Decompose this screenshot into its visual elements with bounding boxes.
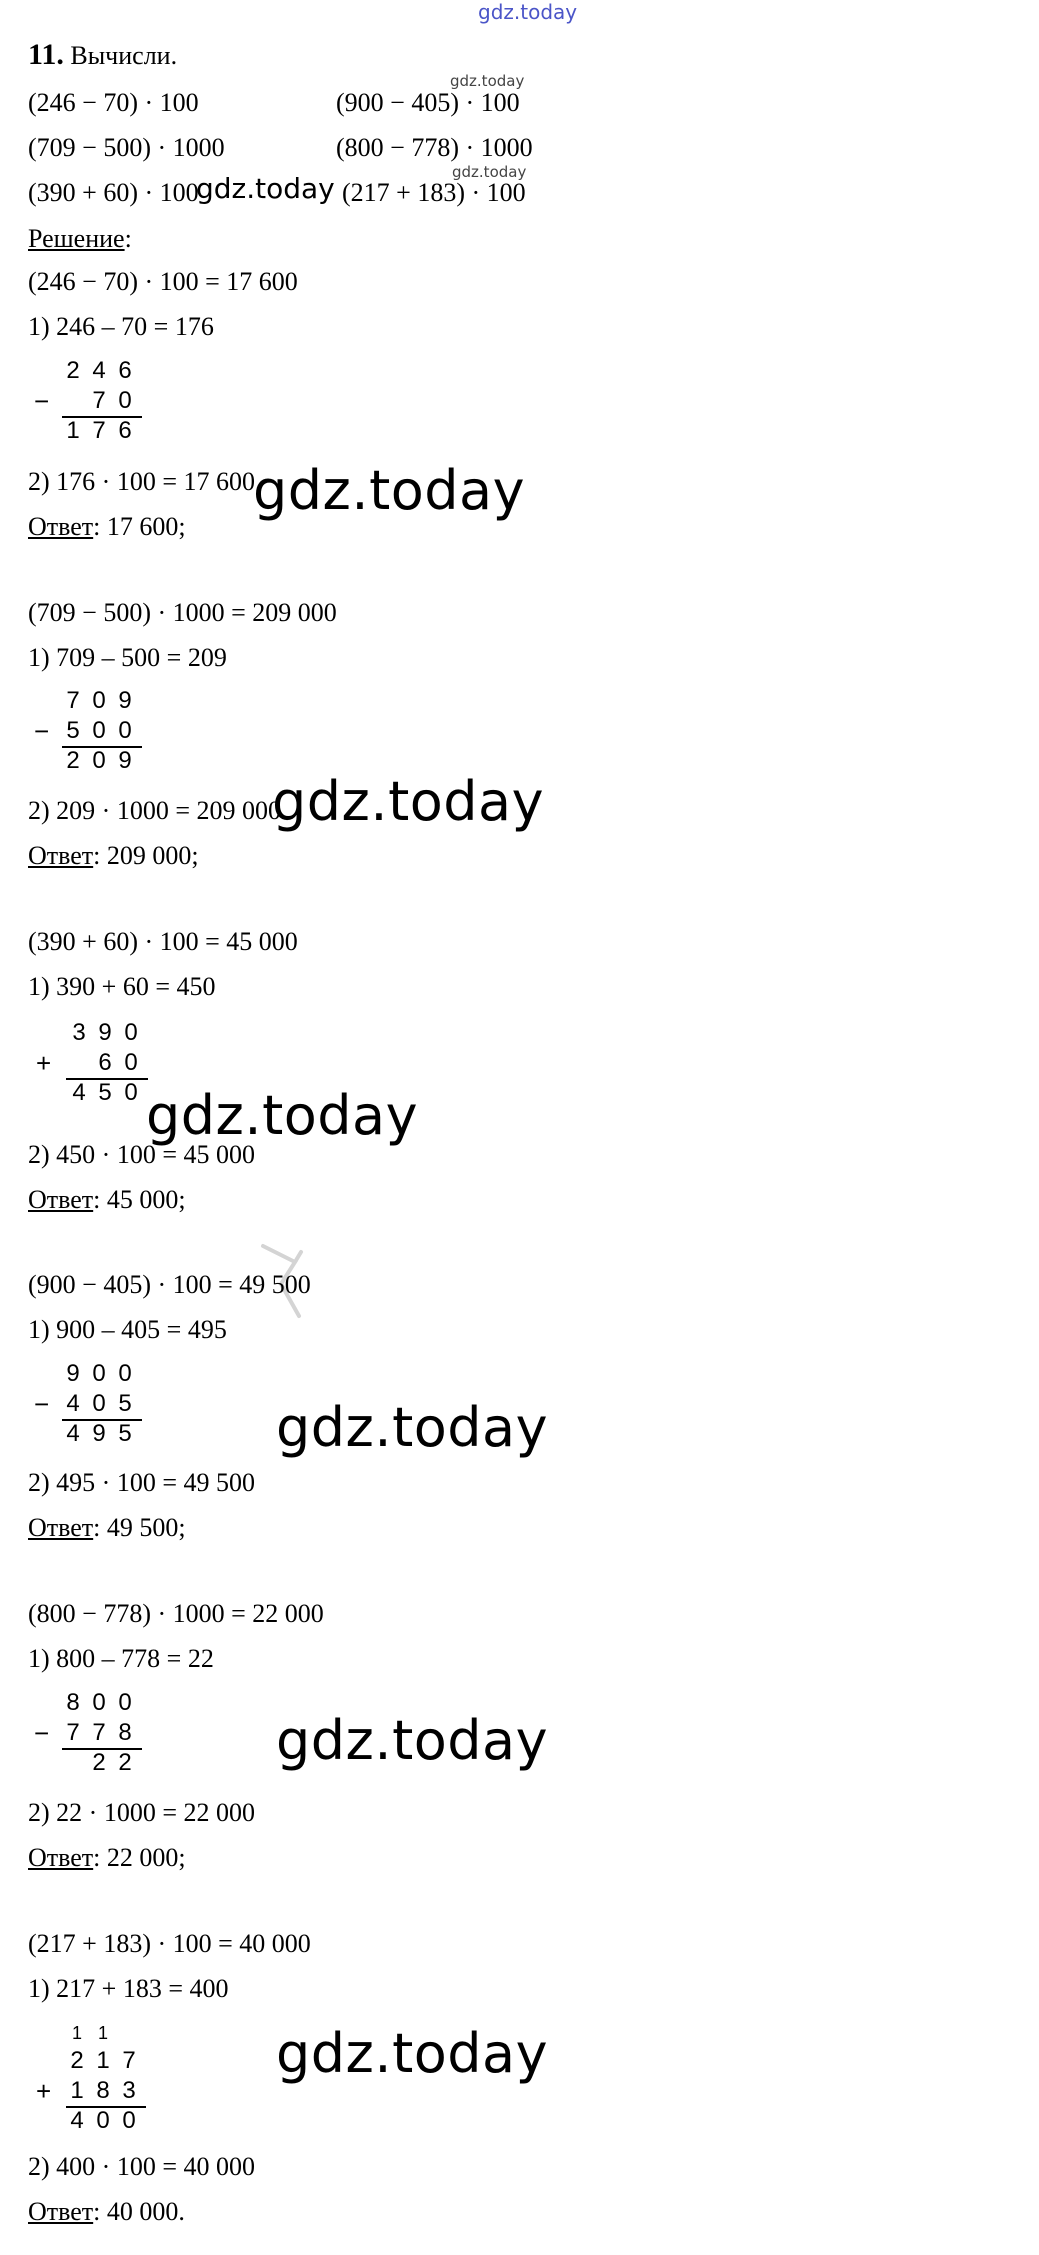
carry-digit: 1 <box>71 2023 82 2043</box>
digit: 6 <box>118 417 132 444</box>
block-2-header: (709 − 500) · 1000 = 209 000 <box>28 598 337 627</box>
digit: 2 <box>118 1749 132 1776</box>
answer-value: : 49 500; <box>93 1513 186 1542</box>
digit: 0 <box>124 1049 138 1076</box>
operation-sign: − <box>34 1718 50 1748</box>
digit: 3 <box>122 2077 136 2104</box>
expression-4: (800 − 778) · 1000 <box>336 133 533 162</box>
expression-3: (709 − 500) · 1000 <box>28 133 225 162</box>
digit: 2 <box>92 1749 106 1776</box>
watermark-large: gdz.today <box>272 770 545 833</box>
expression-2: (900 − 405) · 100 <box>336 88 520 117</box>
answer-value: : 40 000. <box>93 2197 185 2226</box>
operation-sign: + <box>36 2076 52 2106</box>
digit: 8 <box>96 2077 110 2104</box>
block-1-header: (246 − 70) · 100 = 17 600 <box>28 267 298 296</box>
block-1-answer <box>28 512 186 542</box>
digit: 5 <box>118 1390 132 1417</box>
block-3-step1: 1) 390 + 60 = 450 <box>28 972 216 1001</box>
digit: 0 <box>96 2107 110 2134</box>
watermark-small: gdz.today <box>450 72 525 90</box>
block-4-header: (900 − 405) · 100 = 49 500 <box>28 1270 311 1299</box>
solution-label: Решение: <box>28 224 132 253</box>
digit: 4 <box>72 1079 86 1106</box>
watermark-large: gdz.today <box>276 1709 549 1772</box>
digit: 0 <box>92 687 106 714</box>
task-title-text: Вычисли. <box>70 41 178 70</box>
answer-label: Ответ <box>28 1185 94 1214</box>
digit: 9 <box>98 1019 112 1046</box>
digit: 7 <box>66 687 80 714</box>
block-5-step2: 2) 22 · 1000 = 22 000 <box>28 1798 255 1827</box>
operation-sign: − <box>34 386 50 416</box>
answer-label: Ответ <box>28 2197 94 2226</box>
block-6-answer <box>28 2197 185 2227</box>
task-title <box>28 40 177 71</box>
digit: 7 <box>92 1719 106 1746</box>
watermark-large: gdz.today <box>276 1396 549 1459</box>
digit: 4 <box>92 357 106 384</box>
digit: 1 <box>66 417 80 444</box>
digit: 7 <box>66 1719 80 1746</box>
expression-5: (390 + 60) · 100 <box>28 178 199 207</box>
block-1-step1: 1) 246 – 70 = 176 <box>28 312 214 341</box>
digit: 1 <box>70 2077 84 2104</box>
digit: 1 <box>96 2047 110 2074</box>
digit: 9 <box>66 1360 80 1387</box>
block-6-step2: 2) 400 · 100 = 40 000 <box>28 2152 255 2181</box>
digit: 4 <box>66 1390 80 1417</box>
watermark-small: gdz.today <box>452 163 527 181</box>
digit: 8 <box>118 1719 132 1746</box>
digit: 0 <box>92 747 106 774</box>
digit: 0 <box>118 1360 132 1387</box>
watermark-medium: gdz.today <box>196 172 335 205</box>
digit: 4 <box>66 1420 80 1447</box>
carry-digit: 1 <box>97 2023 108 2043</box>
digit: 9 <box>92 1420 106 1447</box>
block-2-step2: 2) 209 · 1000 = 209 000 <box>28 796 281 825</box>
digit: 7 <box>92 417 106 444</box>
expression-6: (217 + 183) · 100 <box>342 178 526 207</box>
block-4-answer <box>28 1513 186 1543</box>
digit: 0 <box>118 387 132 414</box>
digit: 0 <box>118 1689 132 1716</box>
watermark-large: gdz.today <box>146 1084 419 1147</box>
digit: 4 <box>70 2107 84 2134</box>
answer-value: : 17 600; <box>93 512 186 541</box>
digit: 8 <box>66 1689 80 1716</box>
answer-value: : 209 000; <box>93 841 199 870</box>
digit: 5 <box>98 1079 112 1106</box>
operation-sign: + <box>36 1048 52 1078</box>
digit: 9 <box>118 687 132 714</box>
answer-label: Ответ <box>28 512 94 541</box>
block-1-step2: 2) 176 · 100 = 17 600 <box>28 467 255 496</box>
block-5-header: (800 − 778) · 1000 = 22 000 <box>28 1599 324 1628</box>
block-6-step1: 1) 217 + 183 = 400 <box>28 1974 229 2003</box>
answer-label: Ответ <box>28 1513 94 1542</box>
digit: 0 <box>92 717 106 744</box>
answer-label: Ответ <box>28 841 94 870</box>
block-3-header: (390 + 60) · 100 = 45 000 <box>28 927 298 956</box>
watermark-top: gdz.today <box>478 0 578 24</box>
digit: 3 <box>72 1019 86 1046</box>
watermark-large: gdz.today <box>253 459 526 522</box>
task-number: 11. <box>28 38 64 71</box>
digit: 7 <box>92 387 106 414</box>
digit: 5 <box>118 1420 132 1447</box>
digit: 2 <box>70 2047 84 2074</box>
block-2-step1: 1) 709 – 500 = 209 <box>28 643 227 672</box>
operation-sign: − <box>34 1389 50 1419</box>
digit: 0 <box>118 717 132 744</box>
digit: 2 <box>66 357 80 384</box>
digit: 0 <box>92 1360 106 1387</box>
watermark-large: gdz.today <box>276 2022 549 2085</box>
block-4-step2: 2) 495 · 100 = 49 500 <box>28 1468 255 1497</box>
digit: 6 <box>118 357 132 384</box>
block-5-step1: 1) 800 – 778 = 22 <box>28 1644 214 1673</box>
digit: 9 <box>118 747 132 774</box>
answer-label: Ответ <box>28 1843 94 1872</box>
answer-value: : 22 000; <box>93 1843 186 1872</box>
digit: 0 <box>124 1079 138 1106</box>
digit: 7 <box>122 2047 136 2074</box>
digit: 0 <box>92 1689 106 1716</box>
block-3-answer <box>28 1185 186 1215</box>
block-2-answer <box>28 841 199 871</box>
operation-sign: − <box>34 716 50 746</box>
answer-value: : 45 000; <box>93 1185 186 1214</box>
digit: 0 <box>124 1019 138 1046</box>
digit: 5 <box>66 717 80 744</box>
block-6-header: (217 + 183) · 100 = 40 000 <box>28 1929 311 1958</box>
digit: 6 <box>98 1049 112 1076</box>
block-4-step1: 1) 900 – 405 = 495 <box>28 1315 227 1344</box>
expression-1: (246 − 70) · 100 <box>28 88 199 117</box>
block-5-answer <box>28 1843 186 1873</box>
digit: 0 <box>122 2107 136 2134</box>
digit: 2 <box>66 747 80 774</box>
solution-label-text: Решение <box>28 224 125 253</box>
digit: 0 <box>92 1390 106 1417</box>
block-3-step2: 2) 450 · 100 = 45 000 <box>28 1140 255 1169</box>
